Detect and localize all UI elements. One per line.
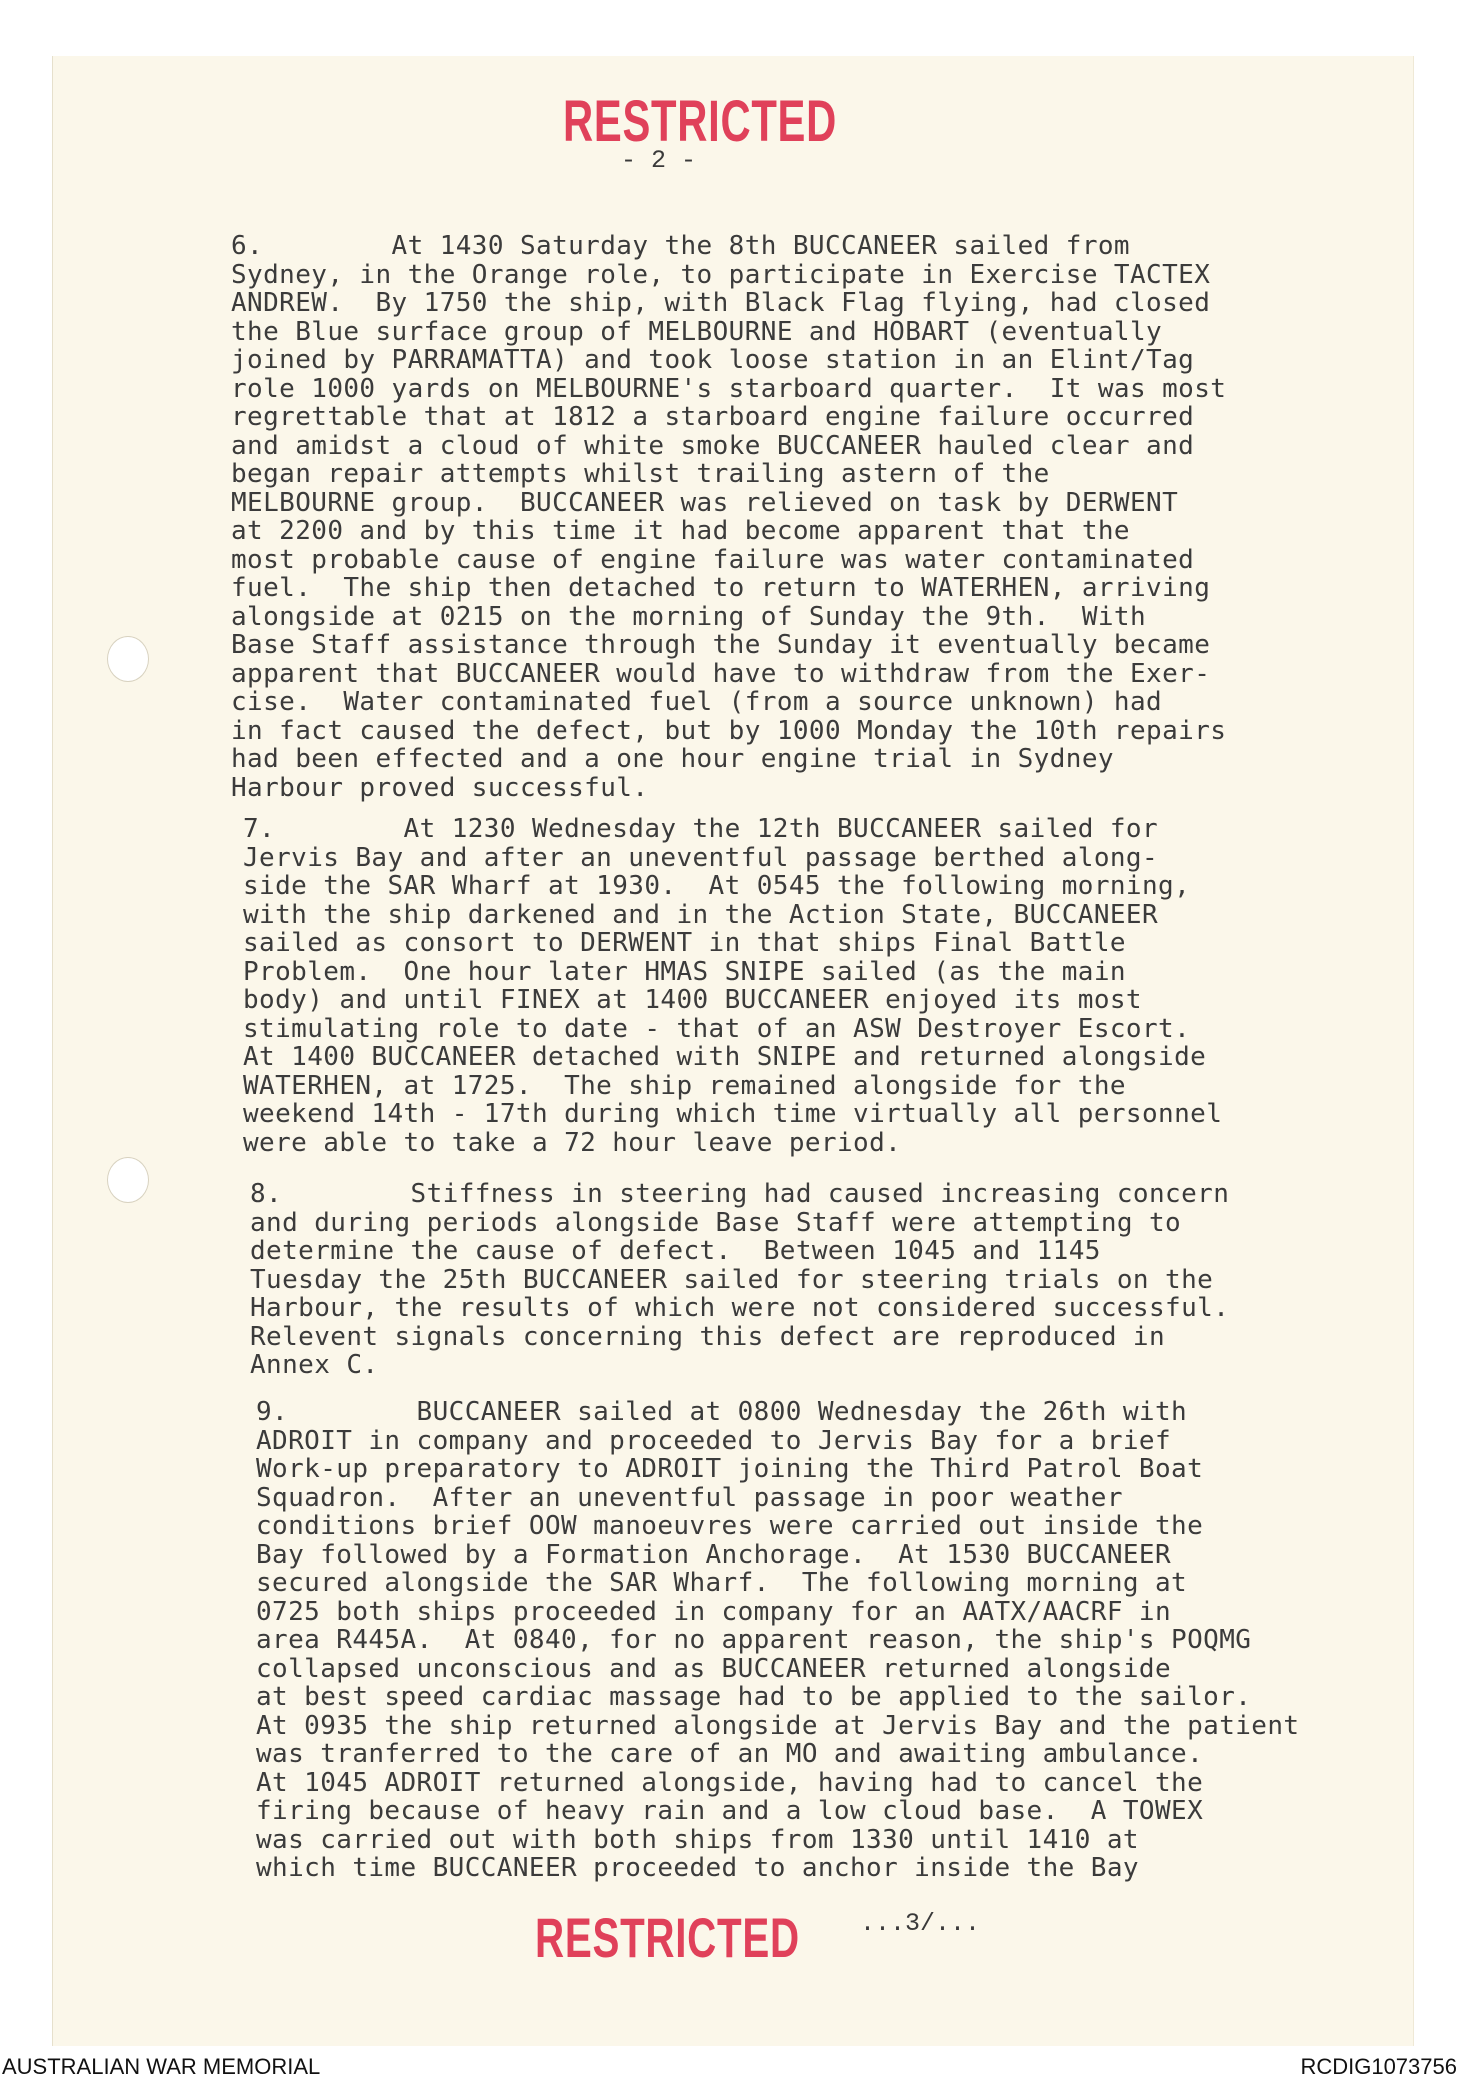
punch-hole-bottom [107, 1157, 149, 1203]
page-number: - 2 - [621, 146, 697, 175]
restricted-stamp-bottom: RESTRICTED [535, 1906, 800, 1969]
restricted-stamp-top: RESTRICTED [563, 89, 838, 154]
archive-footer-left: AUSTRALIAN WAR MEMORIAL [2, 2054, 321, 2079]
paragraph-9: 9. BUCCANEER sailed at 0800 Wednesday the 26th with ADROIT in company and proceeded to Jervis Bay for a brief Work-up preparatory to ADROIT joining the Third Patrol Boat Squadron. After an uneventful passage in poor weather conditions brief OOW manoeuvres were carried out inside the Bay followed by a Formation Anchorage. At 1530 BUCCANEER secured alongside the SAR Wharf. The following morning at 0725 both ships proceeded in company for an AATX/AACRF in area R445A. At 0840, for no apparent reason, the ship's POQMG collapsed unconscious and as BUCCANEER returned alongside at best speed cardiac massage had to be applied to the sailor. At 0935 the ship returned alongside at Jervis Bay and the patient was tranferred to the care of an MO and awaiting ambulance. At 1045 ADROIT returned alongside, having had to cancel the firing because of heavy rain and a low cloud base. A TOWEX was carried out with both ships from 1330 until 1410 at which time BUCCANEER proceeded to anchor inside the Bay [256, 1397, 1300, 1883]
continuation-marker: ...3/... [860, 1909, 981, 1938]
punch-hole-top [107, 636, 149, 682]
archive-id-footer: RCDIG1073756 [1300, 2054, 1457, 2079]
paragraph-7: 7. At 1230 Wednesday the 12th BUCCANEER sailed for Jervis Bay and after an uneventful passage berthed along- side the SAR Wharf at 1930. At 0545 the following morning, with the ship darkened and in the Action State, BUCCANEER sailed as consort to DERWENT in that ships Final Battle Problem. One hour later HMAS SNIPE sailed (as the main body) and until FINEX at 1400 BUCCANEER enjoyed its most stimulating role to date - that of an ASW Destroyer Escort. At 1400 BUCCANEER detached with SNIPE and returned alongside WATERHEN, at 1725. The ship remained alongside for the weekend 14th - 17th during which time virtually all personnel were able to take a 72 hour leave period. [243, 814, 1223, 1158]
paragraph-6: 6. At 1430 Saturday the 8th BUCCANEER sailed from Sydney, in the Orange role, to participate in Exercise TACTEX ANDREW. By 1750 the ship, with Black Flag flying, had closed the Blue surface group of MELBOURNE and HOBART (eventually joined by PARRAMATTA) and took loose station in an Elint/Tag role 1000 yards on MELBOURNE's starboard quarter. It was most regrettable that at 1812 a starboard engine failure occurred and amidst a cloud of white smoke BUCCANEER hauled clear and began repair attempts whilst trailing astern of the MELBOURNE group. BUCCANEER was relieved on task by DERWENT at 2200 and by this time it had become apparent that the most probable cause of engine failure was water contaminated fuel. The ship then detached to return to WATERHEN, arriving alongside at 0215 on the morning of Sunday the 9th. With Base Staff assistance through the Sunday it eventually became apparent that BUCCANEER would have to withdraw from the Exer- cise. Water contaminated fuel (from a source unknown) had in fact caused the defect, but by 1000 Monday the 10th repairs had been effected and a one hour engine trial in Sydney Harbour proved successful. [231, 231, 1227, 803]
paragraph-8: 8. Stiffness in steering had caused increasing concern and during periods alongside Base Staff were attempting to determine the cause of defect. Between 1045 and 1145 Tuesday the 25th BUCCANEER sailed for steering trials on the Harbour, the results of which were not considered successful. Relevent signals concerning this defect are reproduced in Annex C. [250, 1179, 1230, 1380]
